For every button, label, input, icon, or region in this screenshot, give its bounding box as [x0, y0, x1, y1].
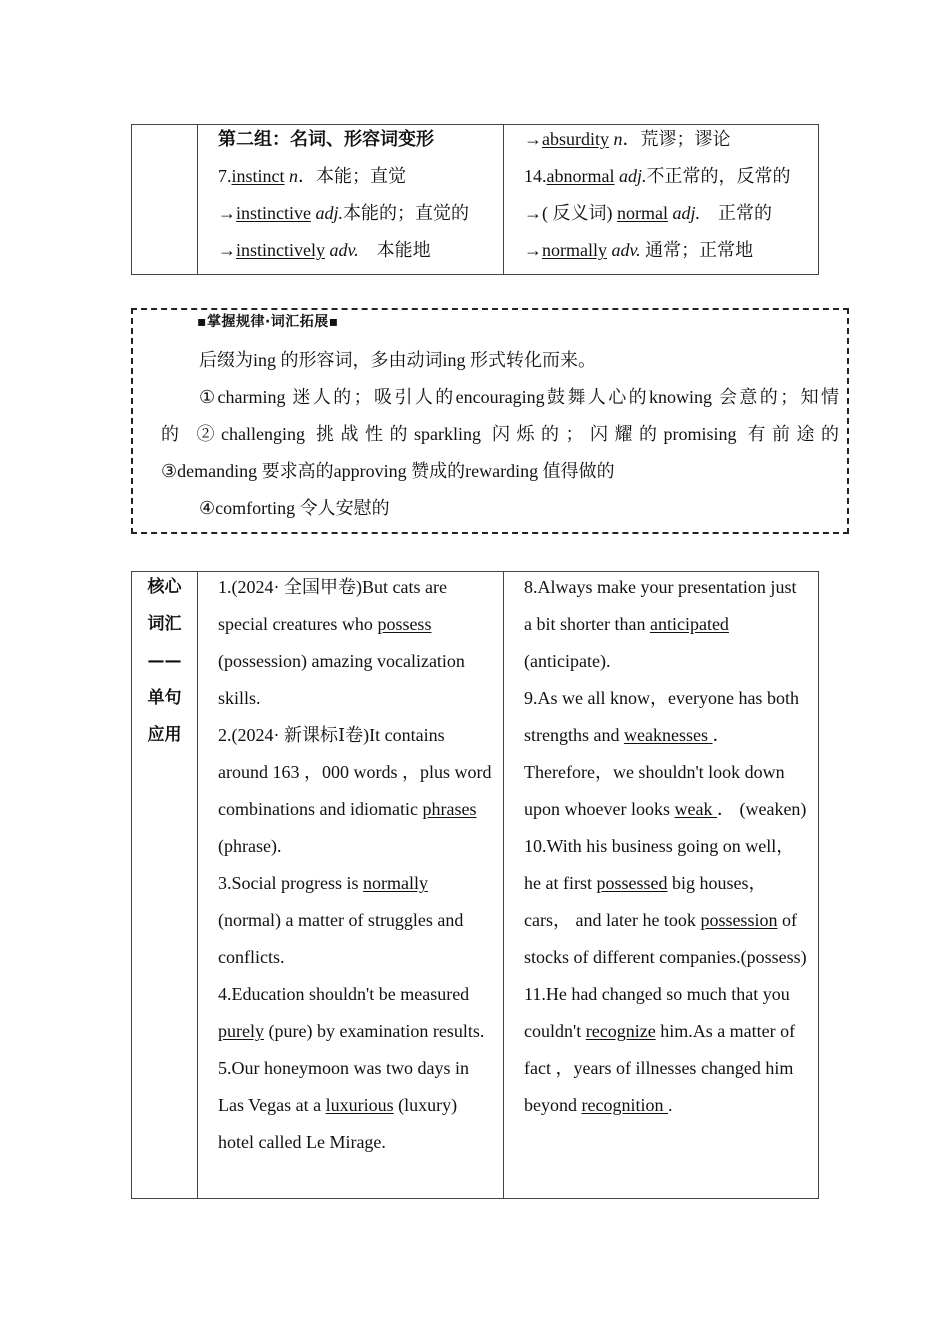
left-sentences-cell	[198, 572, 504, 1199]
rules-item-1-line-1: ①charming 迷人的；吸引人的encouraging鼓舞人心的knowing 会意的；知情	[199, 387, 839, 407]
right-sentences-cell	[504, 572, 819, 1199]
sentence-8: 8.Always make your presentation just a bit shorter than anticipated (anticipate).	[524, 577, 797, 671]
rules-item-4: ④comforting 令人安慰的	[199, 498, 390, 518]
sentence-application-table	[131, 571, 819, 1199]
sentence-5: 5.Our honeymoon was two days in Las Vegas at a luxurious (luxury) hotel called Le Mirage.	[218, 1058, 469, 1152]
entry-abnormal: 14.abnormal adj.不正常的，反常的	[524, 166, 791, 186]
rules-item-3: ③demanding 要求高的approving 赞成的rewarding 值得做的	[161, 461, 615, 481]
rules-item-1-line-2: 的 ②challenging 挑战性的sparkling 闪烁的；闪耀的promising 有前途的	[161, 424, 839, 444]
sentence-2: 2.(2024· 新课标Ⅰ卷)It contains around 163 ，000 words ，plus word combinations and idiomatic phrases (phrase).	[218, 725, 492, 856]
sentence-1: 1.(2024· 全国甲卷)But cats are special creatures who possess (possession) amazing vocalization skills.	[218, 577, 465, 708]
vocabulary-expansion-box	[131, 308, 849, 534]
entry-absurdity: →absurdity n．荒谬；谬论	[524, 129, 731, 149]
section-label-line: 应用	[147, 725, 182, 745]
entry-normal: →( 反义词) normal adj. 正常的	[524, 203, 773, 223]
entry-instinctively: →instinctively adv. 本能地	[218, 240, 431, 260]
rules-body	[161, 342, 839, 527]
sentence-4: 4.Education shouldn't be measured purely (pure) by examination results.	[218, 984, 485, 1041]
group-title: 第二组：名词、形容词变形	[218, 129, 434, 150]
sentence-10: 10.With his business going on well， he at first possessed big houses， cars， and later he took possession of stocks of different companies.(possess)	[524, 836, 807, 967]
section-label-line: 词汇	[147, 614, 182, 634]
section-label-line: ——	[147, 651, 182, 671]
sentence-11: 11.He had changed so much that you couldn't recognize him.As a matter of fact ，years of illnesses changed him beyond recognition .	[524, 984, 796, 1115]
entry-instinctive: →instinctive adj.本能的；直觉的	[218, 203, 470, 223]
section-label-line: 核心	[147, 577, 182, 597]
sentence-9: 9.As we all know，everyone has both strengths and weaknesses ． Therefore，we shouldn't look down upon whoever looks weak ． (weaken)	[524, 688, 807, 819]
section-label-cell	[132, 572, 198, 1199]
section-label-line: 单句	[147, 688, 182, 708]
sentence-3: 3.Social progress is normally (normal) a matter of struggles and conflicts.	[218, 873, 464, 967]
rules-heading: ▪掌握规律·词汇拓展▪	[197, 311, 339, 331]
entry-instinct: 7.instinct n．本能；直觉	[218, 166, 406, 186]
empty-label-cell	[132, 125, 198, 275]
vocab-variation-table	[131, 124, 819, 275]
left-variation-cell	[198, 125, 504, 275]
entry-normally: →normally adv. 通常；正常地	[524, 240, 754, 260]
rules-intro: 后缀为ing 的形容词，多由动词ing 形式转化而来。	[199, 350, 596, 370]
right-variation-cell	[504, 125, 819, 275]
